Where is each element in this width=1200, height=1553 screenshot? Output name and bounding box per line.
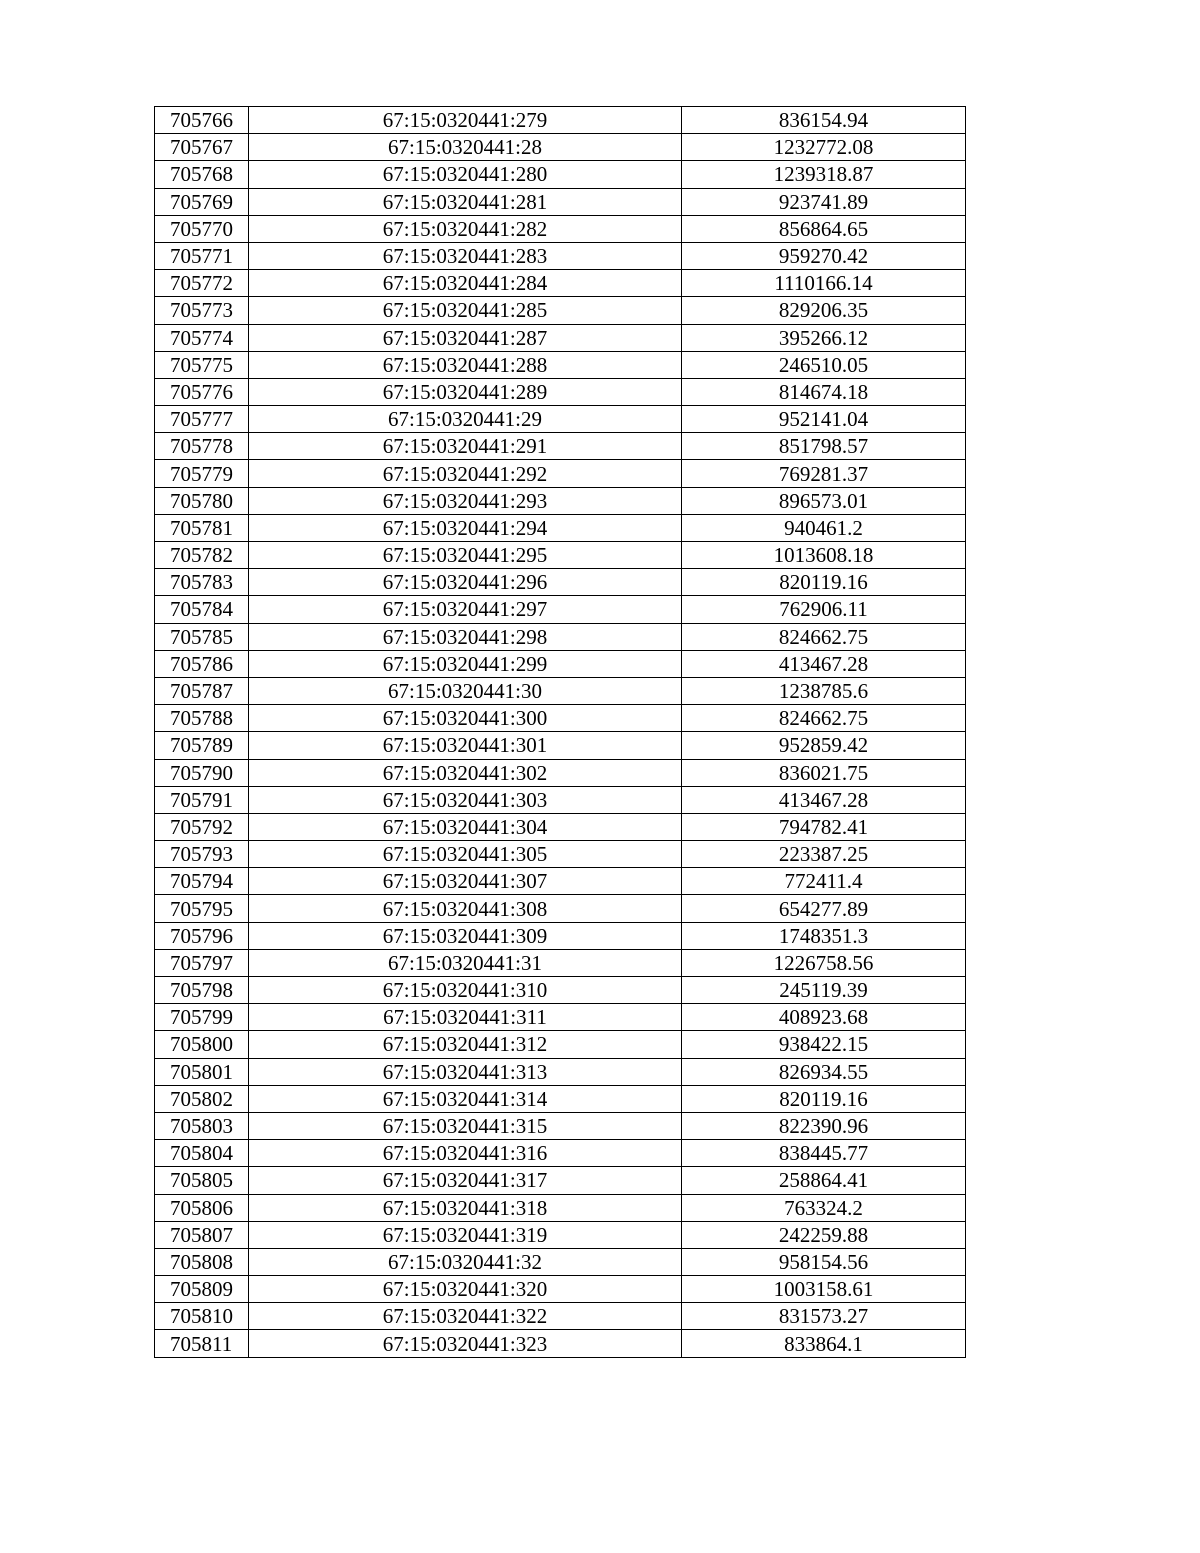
cadastral-number-cell: 67:15:0320441:318 — [249, 1194, 682, 1221]
value-cell: 242259.88 — [682, 1221, 966, 1248]
value-cell: 940461.2 — [682, 514, 966, 541]
row-number-cell: 705798 — [155, 977, 249, 1004]
value-cell: 938422.15 — [682, 1031, 966, 1058]
cadastral-number-cell: 67:15:0320441:296 — [249, 569, 682, 596]
table-row — [155, 1248, 966, 1275]
table-row — [155, 895, 966, 922]
cadastral-number-cell: 67:15:0320441:292 — [249, 460, 682, 487]
value-cell: 820119.16 — [682, 1085, 966, 1112]
cadastral-number-cell: 67:15:0320441:298 — [249, 623, 682, 650]
row-number-cell: 705806 — [155, 1194, 249, 1221]
cadastral-number-cell: 67:15:0320441:289 — [249, 378, 682, 405]
value-cell: 829206.35 — [682, 297, 966, 324]
value-cell: 245119.39 — [682, 977, 966, 1004]
value-cell: 958154.56 — [682, 1248, 966, 1275]
value-cell: 952859.42 — [682, 732, 966, 759]
row-number-cell: 705810 — [155, 1303, 249, 1330]
cadastral-number-cell: 67:15:0320441:320 — [249, 1276, 682, 1303]
table-row — [155, 324, 966, 351]
table-row — [155, 378, 966, 405]
cadastral-table — [154, 106, 966, 1358]
table-row — [155, 977, 966, 1004]
table-row — [155, 596, 966, 623]
value-cell: 763324.2 — [682, 1194, 966, 1221]
cadastral-number-cell: 67:15:0320441:280 — [249, 161, 682, 188]
cadastral-number-cell: 67:15:0320441:287 — [249, 324, 682, 351]
table-row — [155, 161, 966, 188]
row-number-cell: 705774 — [155, 324, 249, 351]
value-cell: 824662.75 — [682, 705, 966, 732]
table-row — [155, 1330, 966, 1357]
value-cell: 246510.05 — [682, 351, 966, 378]
cadastral-number-cell: 67:15:0320441:323 — [249, 1330, 682, 1357]
value-cell: 826934.55 — [682, 1058, 966, 1085]
row-number-cell: 705809 — [155, 1276, 249, 1303]
row-number-cell: 705808 — [155, 1248, 249, 1275]
row-number-cell: 705807 — [155, 1221, 249, 1248]
row-number-cell: 705790 — [155, 759, 249, 786]
row-number-cell: 705769 — [155, 188, 249, 215]
value-cell: 923741.89 — [682, 188, 966, 215]
table-row — [155, 1004, 966, 1031]
value-cell: 1226758.56 — [682, 949, 966, 976]
row-number-cell: 705793 — [155, 841, 249, 868]
row-number-cell: 705779 — [155, 460, 249, 487]
row-number-cell: 705786 — [155, 650, 249, 677]
cadastral-number-cell: 67:15:0320441:297 — [249, 596, 682, 623]
table-row — [155, 1194, 966, 1221]
cadastral-number-cell: 67:15:0320441:314 — [249, 1085, 682, 1112]
row-number-cell: 705781 — [155, 514, 249, 541]
cadastral-number-cell: 67:15:0320441:288 — [249, 351, 682, 378]
value-cell: 1003158.61 — [682, 1276, 966, 1303]
value-cell: 1748351.3 — [682, 922, 966, 949]
value-cell: 836021.75 — [682, 759, 966, 786]
cadastral-number-cell: 67:15:0320441:284 — [249, 270, 682, 297]
row-number-cell: 705797 — [155, 949, 249, 976]
table-row — [155, 841, 966, 868]
value-cell: 654277.89 — [682, 895, 966, 922]
cadastral-number-cell: 67:15:0320441:291 — [249, 433, 682, 460]
value-cell: 959270.42 — [682, 242, 966, 269]
table-row — [155, 922, 966, 949]
row-number-cell: 705800 — [155, 1031, 249, 1058]
table-row — [155, 786, 966, 813]
cadastral-number-cell: 67:15:0320441:301 — [249, 732, 682, 759]
cadastral-number-cell: 67:15:0320441:317 — [249, 1167, 682, 1194]
cadastral-number-cell: 67:15:0320441:283 — [249, 242, 682, 269]
cadastral-number-cell: 67:15:0320441:295 — [249, 542, 682, 569]
table-row — [155, 813, 966, 840]
value-cell: 814674.18 — [682, 378, 966, 405]
row-number-cell: 705771 — [155, 242, 249, 269]
row-number-cell: 705783 — [155, 569, 249, 596]
table-row — [155, 650, 966, 677]
table-row — [155, 1112, 966, 1139]
value-cell: 258864.41 — [682, 1167, 966, 1194]
value-cell: 822390.96 — [682, 1112, 966, 1139]
table-row — [155, 270, 966, 297]
table-row — [155, 107, 966, 134]
table-row — [155, 732, 966, 759]
cadastral-number-cell: 67:15:0320441:281 — [249, 188, 682, 215]
table-row — [155, 406, 966, 433]
row-number-cell: 705788 — [155, 705, 249, 732]
value-cell: 1013608.18 — [682, 542, 966, 569]
value-cell: 413467.28 — [682, 650, 966, 677]
table-row — [155, 1140, 966, 1167]
cadastral-number-cell: 67:15:0320441:31 — [249, 949, 682, 976]
row-number-cell: 705791 — [155, 786, 249, 813]
row-number-cell: 705770 — [155, 215, 249, 242]
cadastral-number-cell: 67:15:0320441:29 — [249, 406, 682, 433]
cadastral-number-cell: 67:15:0320441:307 — [249, 868, 682, 895]
row-number-cell: 705811 — [155, 1330, 249, 1357]
value-cell: 831573.27 — [682, 1303, 966, 1330]
value-cell: 1238785.6 — [682, 677, 966, 704]
table-row — [155, 868, 966, 895]
table-row — [155, 134, 966, 161]
value-cell: 762906.11 — [682, 596, 966, 623]
cadastral-number-cell: 67:15:0320441:285 — [249, 297, 682, 324]
value-cell: 408923.68 — [682, 1004, 966, 1031]
table-row — [155, 433, 966, 460]
value-cell: 833864.1 — [682, 1330, 966, 1357]
table-row — [155, 759, 966, 786]
table-row — [155, 215, 966, 242]
value-cell: 896573.01 — [682, 487, 966, 514]
row-number-cell: 705795 — [155, 895, 249, 922]
row-number-cell: 705772 — [155, 270, 249, 297]
table-row — [155, 677, 966, 704]
cadastral-number-cell: 67:15:0320441:311 — [249, 1004, 682, 1031]
value-cell: 769281.37 — [682, 460, 966, 487]
value-cell: 824662.75 — [682, 623, 966, 650]
cadastral-number-cell: 67:15:0320441:309 — [249, 922, 682, 949]
table-row — [155, 188, 966, 215]
cadastral-number-cell: 67:15:0320441:302 — [249, 759, 682, 786]
table-row — [155, 949, 966, 976]
cadastral-number-cell: 67:15:0320441:310 — [249, 977, 682, 1004]
table-row — [155, 623, 966, 650]
value-cell: 952141.04 — [682, 406, 966, 433]
table-row — [155, 242, 966, 269]
cadastral-number-cell: 67:15:0320441:313 — [249, 1058, 682, 1085]
table-body — [155, 107, 966, 1358]
value-cell: 1110166.14 — [682, 270, 966, 297]
row-number-cell: 705794 — [155, 868, 249, 895]
row-number-cell: 705805 — [155, 1167, 249, 1194]
value-cell: 395266.12 — [682, 324, 966, 351]
row-number-cell: 705775 — [155, 351, 249, 378]
row-number-cell: 705766 — [155, 107, 249, 134]
row-number-cell: 705796 — [155, 922, 249, 949]
row-number-cell: 705776 — [155, 378, 249, 405]
row-number-cell: 705782 — [155, 542, 249, 569]
value-cell: 794782.41 — [682, 813, 966, 840]
row-number-cell: 705803 — [155, 1112, 249, 1139]
cadastral-number-cell: 67:15:0320441:300 — [249, 705, 682, 732]
cadastral-number-cell: 67:15:0320441:303 — [249, 786, 682, 813]
table-row — [155, 351, 966, 378]
cadastral-number-cell: 67:15:0320441:315 — [249, 1112, 682, 1139]
table-row — [155, 1276, 966, 1303]
value-cell: 413467.28 — [682, 786, 966, 813]
table-row — [155, 1167, 966, 1194]
cadastral-number-cell: 67:15:0320441:308 — [249, 895, 682, 922]
value-cell: 836154.94 — [682, 107, 966, 134]
value-cell: 851798.57 — [682, 433, 966, 460]
table-row — [155, 1303, 966, 1330]
value-cell: 1239318.87 — [682, 161, 966, 188]
row-number-cell: 705799 — [155, 1004, 249, 1031]
cadastral-number-cell: 67:15:0320441:322 — [249, 1303, 682, 1330]
row-number-cell: 705767 — [155, 134, 249, 161]
row-number-cell: 705780 — [155, 487, 249, 514]
cadastral-number-cell: 67:15:0320441:28 — [249, 134, 682, 161]
row-number-cell: 705773 — [155, 297, 249, 324]
cadastral-number-cell: 67:15:0320441:32 — [249, 1248, 682, 1275]
row-number-cell: 705785 — [155, 623, 249, 650]
row-number-cell: 705801 — [155, 1058, 249, 1085]
value-cell: 1232772.08 — [682, 134, 966, 161]
value-cell: 772411.4 — [682, 868, 966, 895]
cadastral-number-cell: 67:15:0320441:316 — [249, 1140, 682, 1167]
row-number-cell: 705804 — [155, 1140, 249, 1167]
table-row — [155, 705, 966, 732]
row-number-cell: 705768 — [155, 161, 249, 188]
cadastral-number-cell: 67:15:0320441:305 — [249, 841, 682, 868]
value-cell: 856864.65 — [682, 215, 966, 242]
row-number-cell: 705789 — [155, 732, 249, 759]
value-cell: 838445.77 — [682, 1140, 966, 1167]
table-row — [155, 1058, 966, 1085]
table-row — [155, 514, 966, 541]
table-row — [155, 542, 966, 569]
cadastral-number-cell: 67:15:0320441:299 — [249, 650, 682, 677]
value-cell: 820119.16 — [682, 569, 966, 596]
table-row — [155, 297, 966, 324]
row-number-cell: 705792 — [155, 813, 249, 840]
table-row — [155, 460, 966, 487]
cadastral-number-cell: 67:15:0320441:319 — [249, 1221, 682, 1248]
row-number-cell: 705787 — [155, 677, 249, 704]
cadastral-number-cell: 67:15:0320441:293 — [249, 487, 682, 514]
table-row — [155, 1221, 966, 1248]
value-cell: 223387.25 — [682, 841, 966, 868]
cadastral-number-cell: 67:15:0320441:312 — [249, 1031, 682, 1058]
cadastral-number-cell: 67:15:0320441:30 — [249, 677, 682, 704]
table-row — [155, 1031, 966, 1058]
cadastral-number-cell: 67:15:0320441:282 — [249, 215, 682, 242]
row-number-cell: 705784 — [155, 596, 249, 623]
row-number-cell: 705778 — [155, 433, 249, 460]
row-number-cell: 705777 — [155, 406, 249, 433]
table-row — [155, 1085, 966, 1112]
table-row — [155, 487, 966, 514]
cadastral-number-cell: 67:15:0320441:279 — [249, 107, 682, 134]
table-row — [155, 569, 966, 596]
row-number-cell: 705802 — [155, 1085, 249, 1112]
cadastral-number-cell: 67:15:0320441:304 — [249, 813, 682, 840]
cadastral-number-cell: 67:15:0320441:294 — [249, 514, 682, 541]
